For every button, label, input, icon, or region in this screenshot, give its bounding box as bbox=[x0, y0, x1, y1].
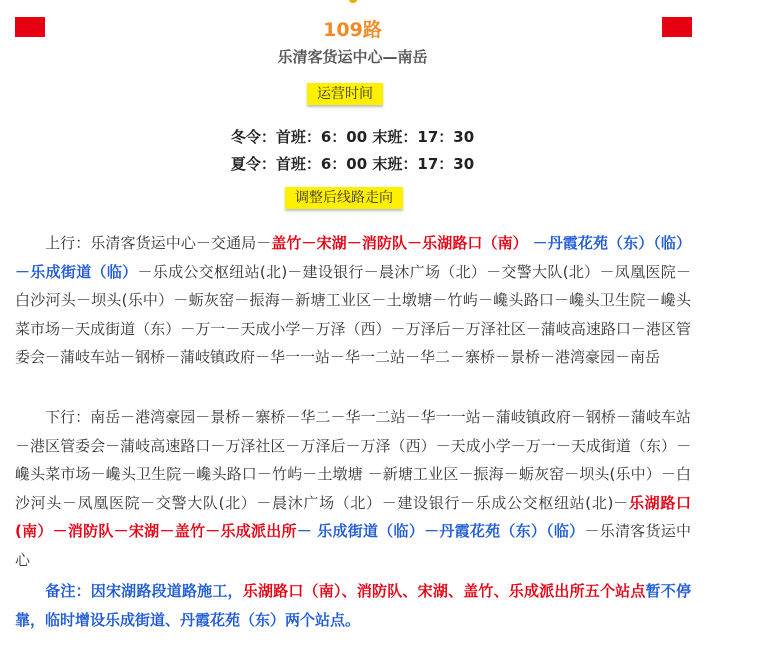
top-dot bbox=[349, 0, 357, 3]
downbound-lead: 下行：南岳－港湾豪园－景桥－寨桥－华二－华一二站－华一一站－蒲岐镇政府－钢桥－蒲岐车站－港区管委会－蒲岐高速路口－万泽社区－万泽后－万泽（西）－天成小学－万一－天成街道（东）－巉头菜市场－巉头卫生院－巉头路口－竹屿－土墩塘 －新塘工业区－振海－蛎灰窑－坝头(乐中）－白沙河头－凤凰医院－交警大队(北）－晨沐广场（北）－建设银行－乐成公交枢纽站(北)－ bbox=[15, 408, 691, 512]
upbound-rest: －乐成公交枢纽站(北)－建设银行－晨沐广场（北）－交警大队(北）－凤凰医院－白沙河头－坝头(乐中）－蛎灰窑－振海－新塘工业区－土墩塘－竹屿－巉头路口－巉头卫生院－巉头菜市场－天成街道（东）－万一－天成小学－万泽（西）－万泽后－万泽社区－蒲岐高速路口－港区管委会－蒲岐车站－钢桥－蒲岐镇政府－华一一站－华一二站－华二－寨桥－景桥－港湾豪园－南岳 bbox=[15, 262, 691, 366]
upbound-route-text bbox=[15, 229, 691, 372]
note-part2: 暂不停靠，临时增设乐成街道、丹霞花苑（东）两个站点。 bbox=[15, 582, 691, 629]
note-part1: 备注：因宋湖路段道路施工， bbox=[45, 582, 243, 600]
winter-schedule: 冬令：首班：6：00 末班：17：30 bbox=[230, 128, 475, 146]
summer-schedule: 夏令：首班：6：00 末班：17：30 bbox=[230, 155, 475, 173]
downbound-route-text bbox=[15, 403, 691, 574]
route-name: 乐清客货运中心—南岳 bbox=[277, 48, 428, 66]
note-skipped-stops: 乐湖路口（南）、消防队、宋湖、盖竹、乐成派出所五个站点 bbox=[242, 582, 646, 600]
adjusted-route-label: 调整后线路走向 bbox=[285, 187, 403, 209]
route-number: 109路 bbox=[323, 19, 382, 41]
upbound-lead: 上行：乐清客货运中心－交通局－ bbox=[45, 234, 272, 252]
downbound-temporary-stops: － 乐成街道（临）－丹霞花苑（东）（临） bbox=[296, 522, 585, 540]
downbound-skipped-stops: 乐湖路口(南）－消防队－宋湖－盖竹－乐成派出所 bbox=[15, 493, 691, 540]
operating-hours-label: 运营时间 bbox=[307, 83, 383, 105]
upbound-skipped-stops: 盖竹－宋湖－消防队－乐湖路口（南） bbox=[271, 234, 528, 252]
remark-note bbox=[15, 577, 691, 634]
downbound-tail: －乐清客货运中心 bbox=[15, 522, 691, 569]
upbound-temporary-stops: －丹霞花苑（东）（临）－乐成街道（临） bbox=[15, 234, 691, 281]
